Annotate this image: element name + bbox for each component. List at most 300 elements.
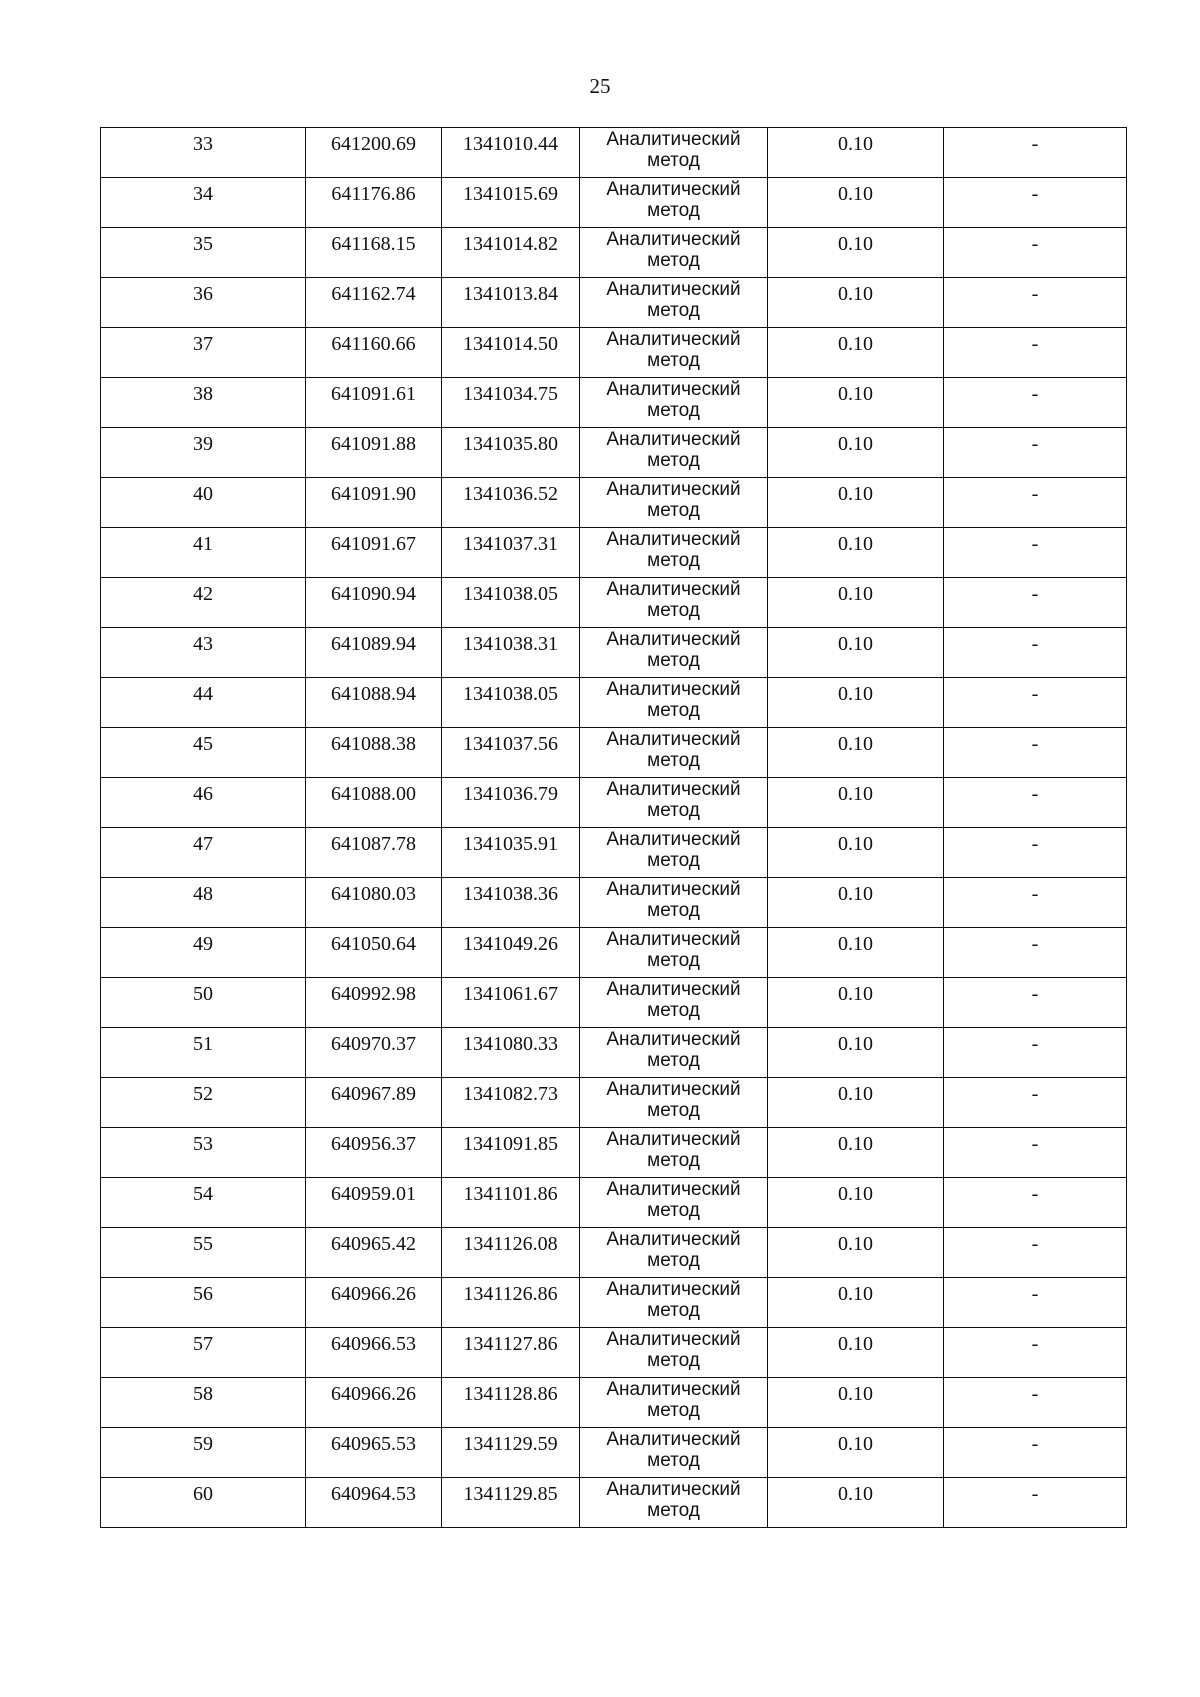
point-number-cell (101, 1478, 306, 1528)
point-number-cell (101, 878, 306, 928)
x-text: 641162.74 (331, 283, 416, 305)
y-coordinate-cell (442, 1178, 580, 1228)
num-text: 44 (193, 683, 213, 705)
note-text: - (1031, 833, 1039, 855)
method-text: Аналитический метод (606, 179, 741, 221)
y-coordinate-cell (442, 1028, 580, 1078)
point-number-cell (101, 278, 306, 328)
x-text: 641091.61 (331, 383, 416, 405)
method-text: Аналитический метод (606, 1129, 741, 1171)
num-text: 35 (193, 233, 213, 255)
note-text: - (1031, 1283, 1039, 1305)
y-text: 1341038.36 (463, 883, 558, 905)
note-text: - (1031, 1083, 1039, 1105)
x-text: 640966.26 (331, 1283, 416, 1305)
note-text: - (1031, 583, 1039, 605)
y-text: 1341126.08 (463, 1233, 558, 1255)
accuracy-cell (768, 628, 944, 678)
point-number-cell (101, 378, 306, 428)
x-text: 640967.89 (331, 1083, 416, 1105)
num-text: 39 (193, 433, 213, 455)
method-cell (580, 728, 768, 778)
y-text: 1341035.80 (463, 433, 558, 455)
point-number-cell (101, 928, 306, 978)
note-text: - (1031, 1483, 1039, 1505)
point-number-cell (101, 1328, 306, 1378)
method-text: Аналитический метод (606, 329, 741, 371)
y-text: 1341128.86 (463, 1383, 558, 1405)
x-coordinate-cell (306, 978, 442, 1028)
note-text: - (1031, 383, 1039, 405)
accuracy-text: 0.10 (838, 633, 873, 655)
x-coordinate-cell (306, 478, 442, 528)
note-cell (944, 1178, 1127, 1228)
accuracy-cell (768, 228, 944, 278)
accuracy-text: 0.10 (838, 433, 873, 455)
table-row (101, 828, 1127, 878)
point-number-cell (101, 428, 306, 478)
note-cell (944, 1228, 1127, 1278)
accuracy-text: 0.10 (838, 1383, 873, 1405)
method-text: Аналитический метод (606, 1479, 741, 1521)
x-coordinate-cell (306, 828, 442, 878)
num-text: 38 (193, 383, 213, 405)
num-text: 58 (193, 1383, 213, 1405)
table-row (101, 628, 1127, 678)
note-text: - (1031, 1433, 1039, 1455)
method-text: Аналитический метод (606, 929, 741, 971)
num-text: 43 (193, 633, 213, 655)
method-text: Аналитический метод (606, 379, 741, 421)
x-text: 640966.26 (331, 1383, 416, 1405)
method-cell (580, 1478, 768, 1528)
x-coordinate-cell (306, 278, 442, 328)
y-text: 1341127.86 (463, 1333, 558, 1355)
y-text: 1341034.75 (463, 383, 558, 405)
point-number-cell (101, 178, 306, 228)
table-row (101, 778, 1127, 828)
point-number-cell (101, 778, 306, 828)
x-text: 640959.01 (331, 1183, 416, 1205)
note-text: - (1031, 683, 1039, 705)
method-text: Аналитический метод (606, 529, 741, 571)
x-text: 640964.53 (331, 1483, 416, 1505)
accuracy-cell (768, 328, 944, 378)
method-cell (580, 278, 768, 328)
accuracy-text: 0.10 (838, 233, 873, 255)
y-coordinate-cell (442, 678, 580, 728)
table-row (101, 178, 1127, 228)
table-row (101, 1078, 1127, 1128)
method-cell (580, 378, 768, 428)
accuracy-cell (768, 1478, 944, 1528)
accuracy-cell (768, 478, 944, 528)
accuracy-cell (768, 928, 944, 978)
x-coordinate-cell (306, 728, 442, 778)
note-cell (944, 1028, 1127, 1078)
y-text: 1341036.79 (463, 783, 558, 805)
accuracy-cell (768, 778, 944, 828)
y-coordinate-cell (442, 628, 580, 678)
method-text: Аналитический метод (606, 279, 741, 321)
note-cell (944, 1078, 1127, 1128)
num-text: 46 (193, 783, 213, 805)
x-text: 641088.38 (331, 733, 416, 755)
y-text: 1341014.50 (463, 333, 558, 355)
accuracy-text: 0.10 (838, 883, 873, 905)
table-row (101, 1028, 1127, 1078)
note-text: - (1031, 883, 1039, 905)
accuracy-text: 0.10 (838, 183, 873, 205)
y-text: 1341061.67 (463, 983, 558, 1005)
accuracy-cell (768, 1278, 944, 1328)
point-number-cell (101, 678, 306, 728)
note-text: - (1031, 633, 1039, 655)
y-coordinate-cell (442, 378, 580, 428)
y-coordinate-cell (442, 978, 580, 1028)
note-text: - (1031, 283, 1039, 305)
x-coordinate-cell (306, 1028, 442, 1078)
y-text: 1341080.33 (463, 1033, 558, 1055)
point-number-cell (101, 728, 306, 778)
num-text: 56 (193, 1283, 213, 1305)
method-cell (580, 878, 768, 928)
x-text: 641089.94 (331, 633, 416, 655)
y-coordinate-cell (442, 1478, 580, 1528)
point-number-cell (101, 528, 306, 578)
table-row (101, 1378, 1127, 1428)
y-text: 1341037.31 (463, 533, 558, 555)
accuracy-cell (768, 1328, 944, 1378)
y-coordinate-cell (442, 1378, 580, 1428)
x-coordinate-cell (306, 1128, 442, 1178)
x-text: 641090.94 (331, 583, 416, 605)
x-text: 641088.94 (331, 683, 416, 705)
y-text: 1341038.31 (463, 633, 558, 655)
table-row (101, 1278, 1127, 1328)
accuracy-cell (768, 1228, 944, 1278)
method-text: Аналитический метод (606, 979, 741, 1021)
accuracy-cell (768, 1378, 944, 1428)
x-coordinate-cell (306, 428, 442, 478)
x-text: 641091.67 (331, 533, 416, 555)
x-coordinate-cell (306, 878, 442, 928)
y-text: 1341015.69 (463, 183, 558, 205)
y-text: 1341036.52 (463, 483, 558, 505)
y-coordinate-cell (442, 928, 580, 978)
num-text: 37 (193, 333, 213, 355)
method-cell (580, 178, 768, 228)
method-cell (580, 1328, 768, 1378)
accuracy-cell (768, 428, 944, 478)
y-coordinate-cell (442, 478, 580, 528)
x-text: 641050.64 (331, 933, 416, 955)
method-cell (580, 1028, 768, 1078)
accuracy-text: 0.10 (838, 1433, 873, 1455)
x-text: 640956.37 (331, 1133, 416, 1155)
y-coordinate-cell (442, 428, 580, 478)
x-text: 640970.37 (331, 1033, 416, 1055)
x-coordinate-cell (306, 1428, 442, 1478)
note-text: - (1031, 1133, 1039, 1155)
accuracy-cell (768, 128, 944, 178)
table-row (101, 978, 1127, 1028)
accuracy-text: 0.10 (838, 933, 873, 955)
x-coordinate-cell (306, 578, 442, 628)
num-text: 48 (193, 883, 213, 905)
x-text: 641091.88 (331, 433, 416, 455)
accuracy-cell (768, 578, 944, 628)
y-coordinate-cell (442, 228, 580, 278)
x-coordinate-cell (306, 1078, 442, 1128)
note-cell (944, 1128, 1127, 1178)
accuracy-cell (768, 728, 944, 778)
num-text: 59 (193, 1433, 213, 1455)
note-cell (944, 578, 1127, 628)
accuracy-text: 0.10 (838, 833, 873, 855)
x-coordinate-cell (306, 128, 442, 178)
accuracy-text: 0.10 (838, 983, 873, 1005)
accuracy-cell (768, 1178, 944, 1228)
method-text: Аналитический метод (606, 1179, 741, 1221)
y-coordinate-cell (442, 1228, 580, 1278)
note-text: - (1031, 1183, 1039, 1205)
x-coordinate-cell (306, 1328, 442, 1378)
table-row (101, 278, 1127, 328)
method-cell (580, 1078, 768, 1128)
method-cell (580, 978, 768, 1028)
point-number-cell (101, 1078, 306, 1128)
num-text: 57 (193, 1333, 213, 1355)
note-text: - (1031, 933, 1039, 955)
method-cell (580, 1378, 768, 1428)
method-text: Аналитический метод (606, 1379, 741, 1421)
x-text: 641087.78 (331, 833, 416, 855)
note-text: - (1031, 1333, 1039, 1355)
table-row (101, 1128, 1127, 1178)
num-text: 47 (193, 833, 213, 855)
table-row (101, 378, 1127, 428)
table-row (101, 928, 1127, 978)
method-text: Аналитический метод (606, 1079, 741, 1121)
x-coordinate-cell (306, 1278, 442, 1328)
note-text: - (1031, 183, 1039, 205)
note-cell (944, 728, 1127, 778)
method-cell (580, 678, 768, 728)
x-text: 641160.66 (331, 333, 416, 355)
method-cell (580, 328, 768, 378)
point-number-cell (101, 1228, 306, 1278)
point-number-cell (101, 328, 306, 378)
accuracy-text: 0.10 (838, 333, 873, 355)
note-cell (944, 228, 1127, 278)
point-number-cell (101, 828, 306, 878)
method-cell (580, 528, 768, 578)
y-coordinate-cell (442, 528, 580, 578)
note-cell (944, 1328, 1127, 1378)
point-number-cell (101, 578, 306, 628)
y-text: 1341013.84 (463, 283, 558, 305)
method-text: Аналитический метод (606, 879, 741, 921)
accuracy-cell (768, 1028, 944, 1078)
y-text: 1341038.05 (463, 583, 558, 605)
accuracy-text: 0.10 (838, 1283, 873, 1305)
x-coordinate-cell (306, 1478, 442, 1528)
method-cell (580, 1278, 768, 1328)
accuracy-cell (768, 1428, 944, 1478)
x-text: 641168.15 (331, 233, 416, 255)
num-text: 33 (193, 133, 213, 155)
note-cell (944, 1278, 1127, 1328)
accuracy-text: 0.10 (838, 733, 873, 755)
y-coordinate-cell (442, 578, 580, 628)
method-text: Аналитический метод (606, 579, 741, 621)
method-text: Аналитический метод (606, 729, 741, 771)
point-number-cell (101, 978, 306, 1028)
note-cell (944, 378, 1127, 428)
table-row (101, 1328, 1127, 1378)
y-coordinate-cell (442, 1428, 580, 1478)
x-text: 640992.98 (331, 983, 416, 1005)
x-text: 641176.86 (331, 183, 416, 205)
method-cell (580, 128, 768, 178)
y-coordinate-cell (442, 128, 580, 178)
method-cell (580, 578, 768, 628)
note-cell (944, 978, 1127, 1028)
num-text: 49 (193, 933, 213, 955)
table-row (101, 328, 1127, 378)
num-text: 54 (193, 1183, 213, 1205)
note-text: - (1031, 733, 1039, 755)
accuracy-text: 0.10 (838, 383, 873, 405)
note-cell (944, 1428, 1127, 1478)
accuracy-cell (768, 978, 944, 1028)
accuracy-cell (768, 1078, 944, 1128)
method-text: Аналитический метод (606, 1279, 741, 1321)
x-coordinate-cell (306, 1228, 442, 1278)
table-row (101, 528, 1127, 578)
y-coordinate-cell (442, 728, 580, 778)
table-row (101, 1178, 1127, 1228)
accuracy-text: 0.10 (838, 1083, 873, 1105)
coordinates-table (100, 127, 1127, 1528)
table-row (101, 1478, 1127, 1528)
num-text: 52 (193, 1083, 213, 1105)
accuracy-cell (768, 878, 944, 928)
x-text: 640965.53 (331, 1433, 416, 1455)
table-row (101, 578, 1127, 628)
note-text: - (1031, 483, 1039, 505)
note-text: - (1031, 783, 1039, 805)
note-cell (944, 478, 1127, 528)
x-coordinate-cell (306, 678, 442, 728)
method-text: Аналитический метод (606, 829, 741, 871)
note-cell (944, 278, 1127, 328)
y-coordinate-cell (442, 328, 580, 378)
accuracy-text: 0.10 (838, 133, 873, 155)
method-text: Аналитический метод (606, 779, 741, 821)
point-number-cell (101, 1128, 306, 1178)
y-text: 1341014.82 (463, 233, 558, 255)
accuracy-text: 0.10 (838, 283, 873, 305)
page-number: 25 (589, 74, 611, 98)
y-text: 1341038.05 (463, 683, 558, 705)
note-text: - (1031, 983, 1039, 1005)
accuracy-text: 0.10 (838, 483, 873, 505)
table-row (101, 878, 1127, 928)
table-row (101, 1228, 1127, 1278)
note-cell (944, 828, 1127, 878)
accuracy-cell (768, 1128, 944, 1178)
note-cell (944, 1478, 1127, 1528)
y-text: 1341010.44 (463, 133, 558, 155)
note-cell (944, 428, 1127, 478)
method-text: Аналитический метод (606, 1329, 741, 1371)
method-text: Аналитический метод (606, 429, 741, 471)
accuracy-cell (768, 178, 944, 228)
x-coordinate-cell (306, 778, 442, 828)
y-coordinate-cell (442, 1278, 580, 1328)
point-number-cell (101, 1278, 306, 1328)
note-text: - (1031, 133, 1039, 155)
num-text: 41 (193, 533, 213, 555)
y-text: 1341049.26 (463, 933, 558, 955)
method-text: Аналитический метод (606, 1229, 741, 1271)
x-coordinate-cell (306, 228, 442, 278)
method-cell (580, 1128, 768, 1178)
y-coordinate-cell (442, 1128, 580, 1178)
accuracy-text: 0.10 (838, 1233, 873, 1255)
method-cell (580, 1228, 768, 1278)
point-number-cell (101, 628, 306, 678)
point-number-cell (101, 478, 306, 528)
point-number-cell (101, 1428, 306, 1478)
x-text: 640965.42 (331, 1233, 416, 1255)
accuracy-text: 0.10 (838, 583, 873, 605)
method-text: Аналитический метод (606, 629, 741, 671)
point-number-cell (101, 228, 306, 278)
accuracy-cell (768, 678, 944, 728)
x-coordinate-cell (306, 328, 442, 378)
table-row (101, 678, 1127, 728)
x-text: 641088.00 (331, 783, 416, 805)
y-coordinate-cell (442, 828, 580, 878)
y-coordinate-cell (442, 1328, 580, 1378)
y-text: 1341037.56 (463, 733, 558, 755)
method-text: Аналитический метод (606, 1429, 741, 1471)
point-number-cell (101, 1028, 306, 1078)
x-coordinate-cell (306, 1378, 442, 1428)
table-row (101, 228, 1127, 278)
accuracy-text: 0.10 (838, 1333, 873, 1355)
note-text: - (1031, 1033, 1039, 1055)
note-cell (944, 878, 1127, 928)
method-cell (580, 478, 768, 528)
num-text: 55 (193, 1233, 213, 1255)
y-text: 1341082.73 (463, 1083, 558, 1105)
coordinates-table-body (101, 128, 1127, 1528)
method-text: Аналитический метод (606, 1029, 741, 1071)
note-text: - (1031, 1233, 1039, 1255)
num-text: 40 (193, 483, 213, 505)
x-coordinate-cell (306, 378, 442, 428)
accuracy-text: 0.10 (838, 1183, 873, 1205)
num-text: 60 (193, 1483, 213, 1505)
accuracy-text: 0.10 (838, 683, 873, 705)
num-text: 45 (193, 733, 213, 755)
method-text: Аналитический метод (606, 129, 741, 171)
x-coordinate-cell (306, 528, 442, 578)
